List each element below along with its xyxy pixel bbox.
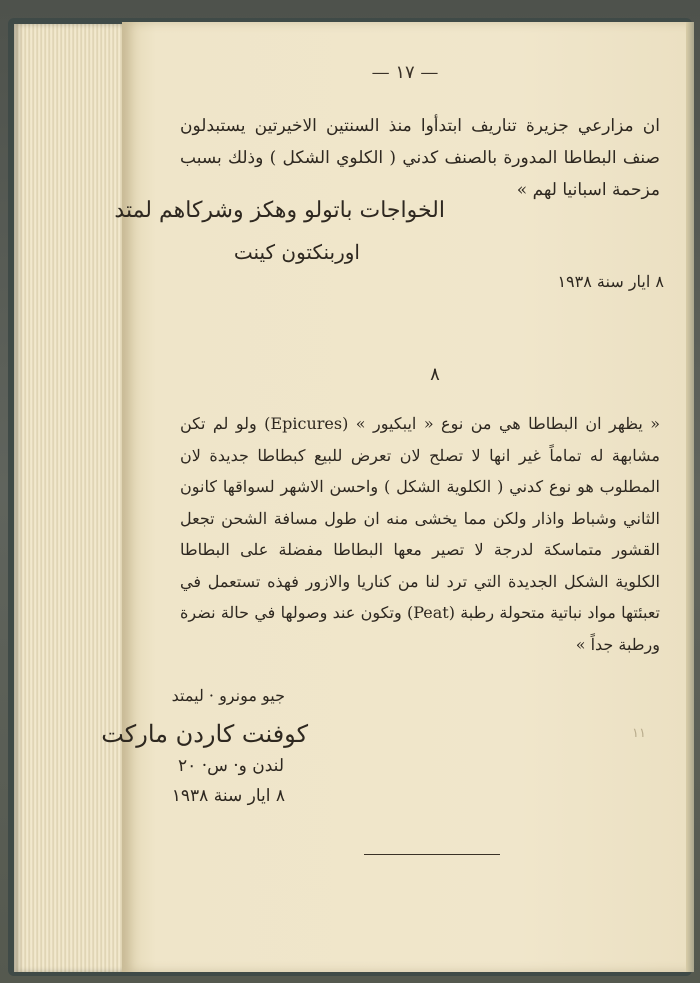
letter1-signature-company: الخواجات باتولو وهكز وشركاهم لمتد [114, 198, 445, 223]
letter2-signature-market: كوفنت كاردن ماركت [101, 720, 308, 748]
page-number: — ١٧ — [371, 62, 439, 83]
letter1-body: ان مزارعي جزيرة تناريف ابتدأوا منذ السنتين الاخيرتين يستبدلون صنف البطاطا المدورة بالصنف كدني ( الكلوي الشكل ) وذلك بسبب مزحمة اسبانيا لهم » [180, 116, 660, 200]
letter2-signature-city: لندن و· س· ٢٠ [178, 756, 284, 776]
letter2-date: ٨ ايار سنة ١٩٣٨ [171, 786, 285, 806]
page-right-edge [686, 22, 694, 972]
letter1-date: ٨ ايار سنة ١٩٣٨ [557, 272, 664, 291]
letter2-body: « يظهر ان البطاطا هي من نوع « ايبكيور » (Epicures) ولو لم تكن مشابهة له تماماً غير انها لا تصلح لان تعرض للبيع كبطاطا جديدة لان المطلوب هو نوع كدني ( الكلوية الشكل ) واحسن الاشهر لسواقها كانون الثاني وشباط واذار ولكن مما يخشى منه ان طول مسافة الشحن تجعل القشور متماسكة لدرجة لا تصير معها البطاطا مفضلة على البطاطا الكلوية الشكل الجديدة التي ترد لنا من كناريا والازور فهذه تستعمل في تعبئتها مواد نباتية متحولة رطبة (Peat) وتكون عند وصولها في حالة نضرة ورطبة جداً » [180, 414, 661, 654]
margin-annotation: ١١ [632, 726, 646, 741]
page-stack-edges [14, 24, 133, 972]
end-rule [364, 854, 500, 855]
section-number: ٨ [430, 364, 440, 385]
letter1-signature-place: اوربنكتون كينت [233, 240, 360, 264]
letter2-signature-company: جيو مونرو · ليمتد [171, 686, 285, 705]
